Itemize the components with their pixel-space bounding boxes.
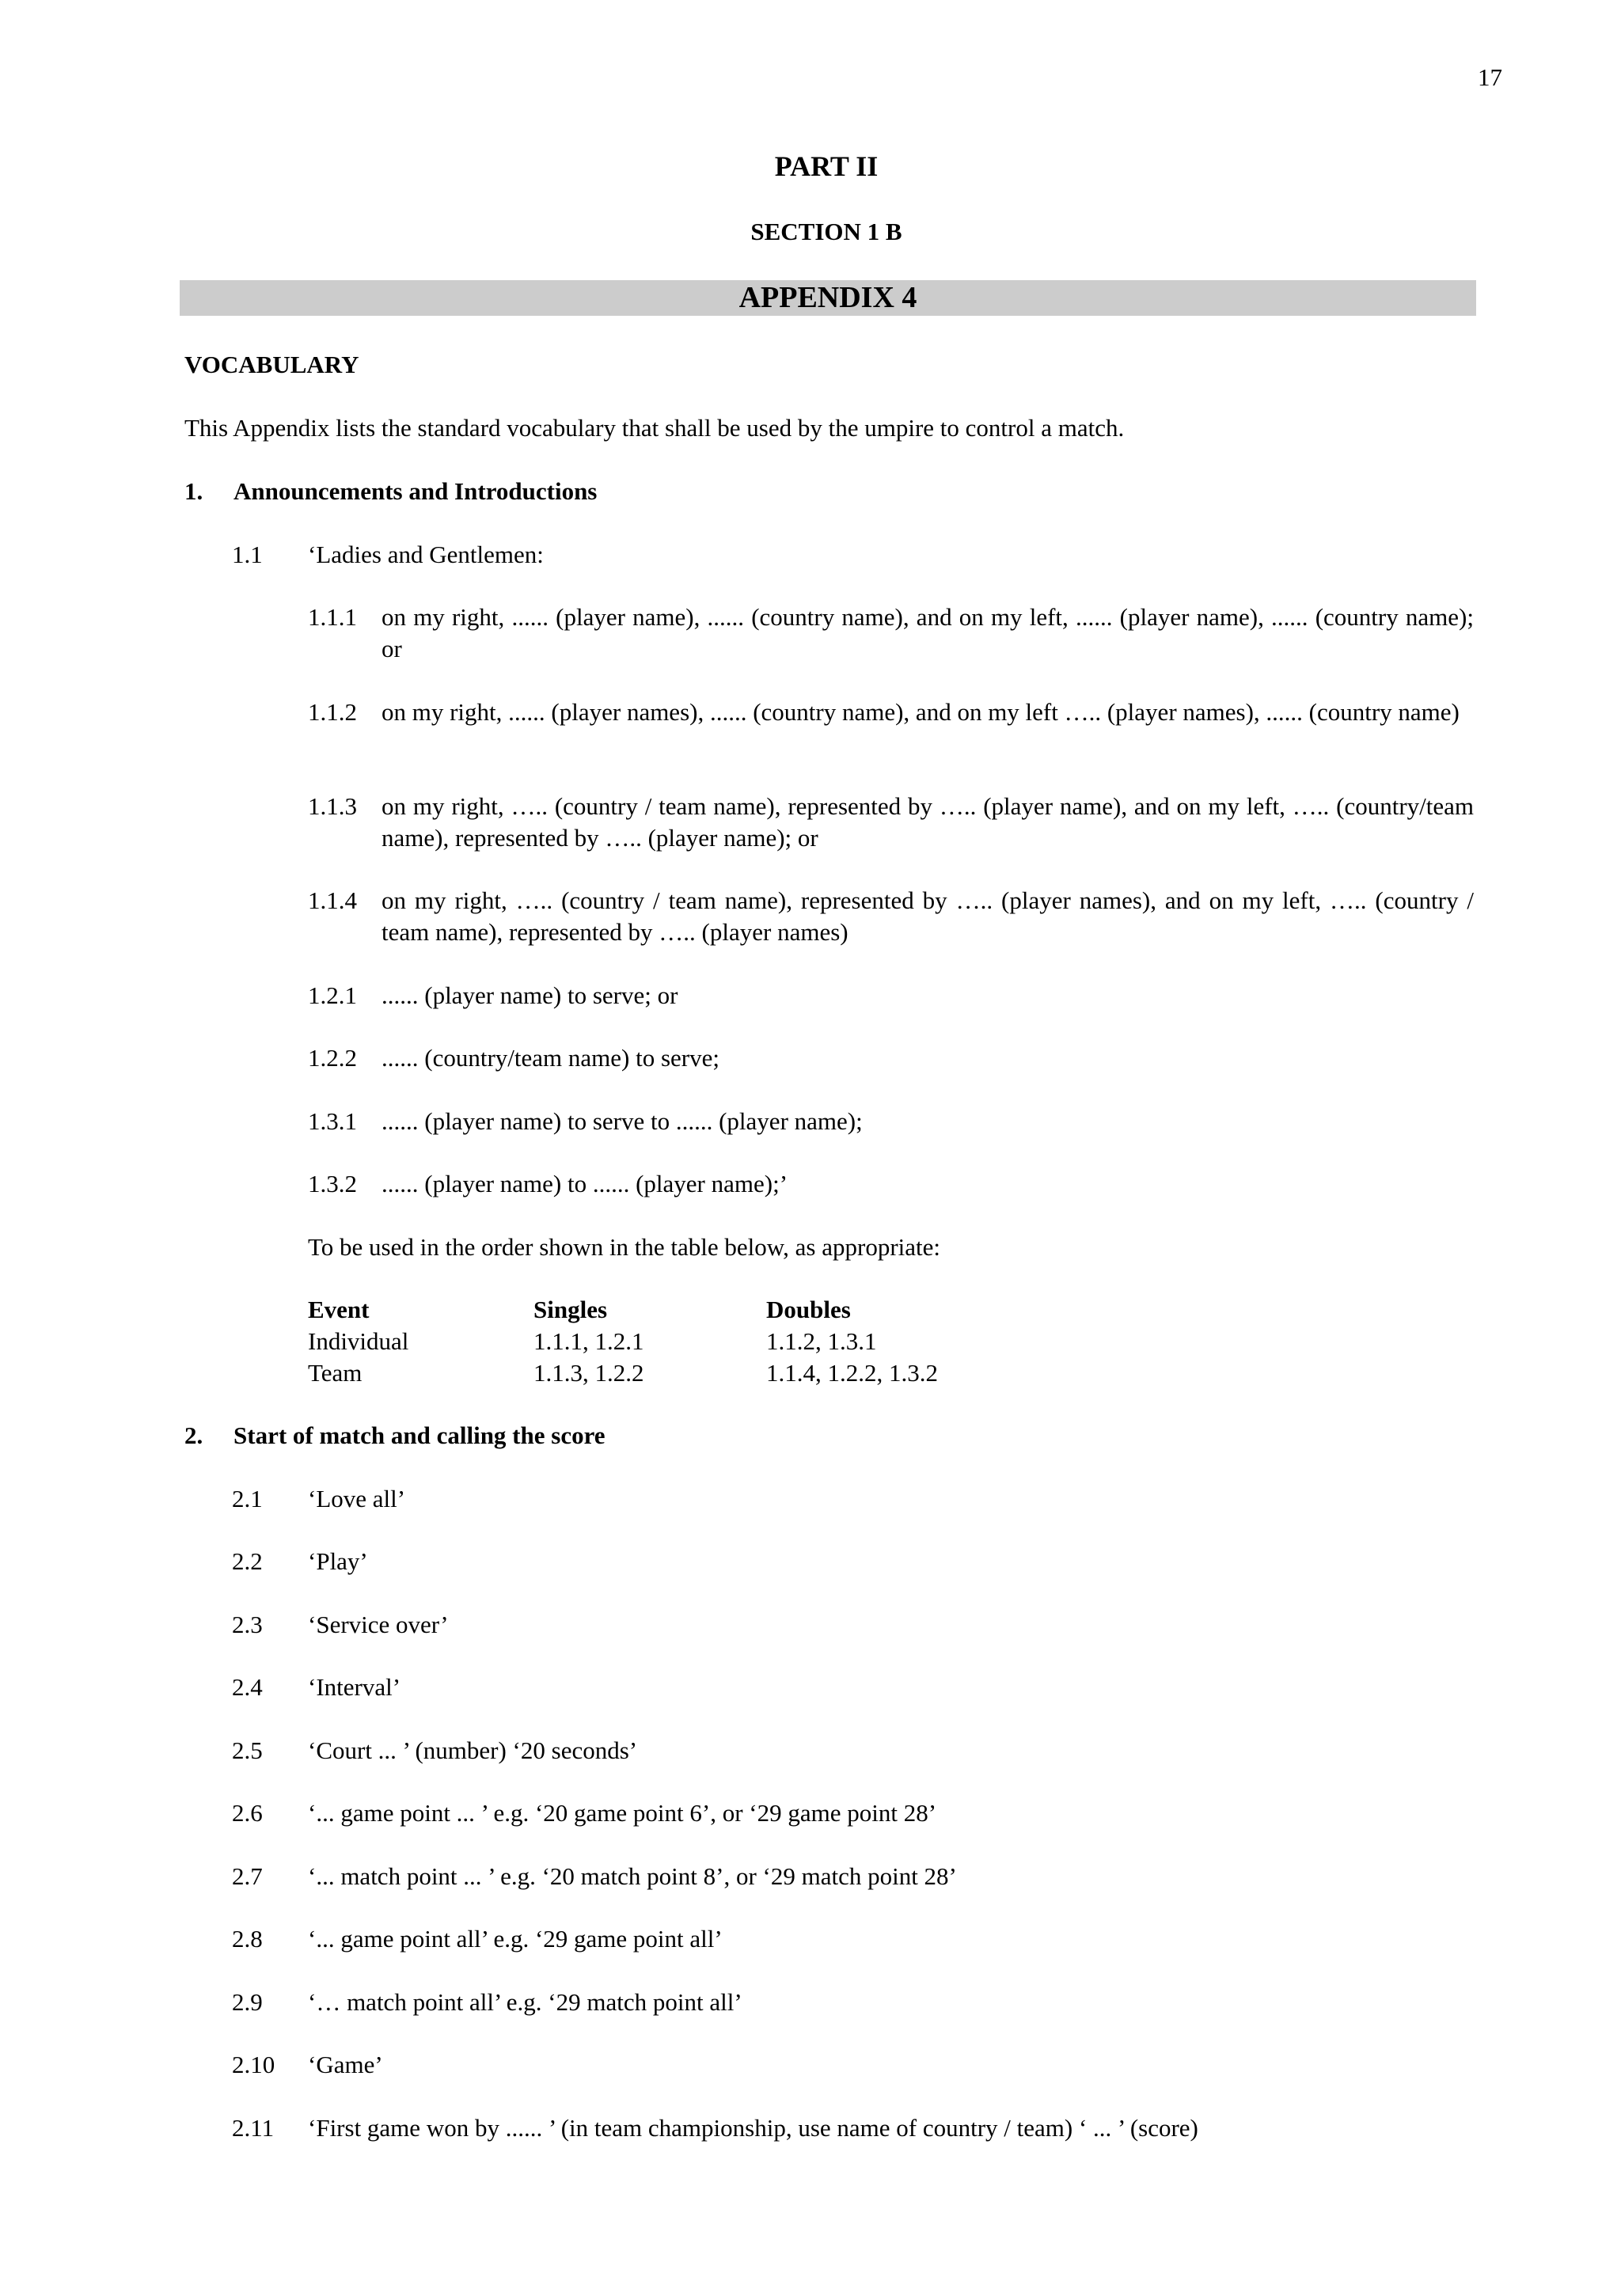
item-number: 2.7 (232, 1862, 263, 1890)
subitem-number: 1.1.2 (308, 698, 357, 726)
table-cell: 1.1.1, 1.2.1 (533, 1327, 644, 1355)
item-text: ‘Court ... ’ (number) ‘20 seconds’ (308, 1736, 638, 1764)
section-2-number: 2. (184, 1421, 203, 1449)
appendix-title: APPENDIX 4 (738, 281, 917, 314)
table-cell: Individual (308, 1327, 409, 1355)
item-number: 2.6 (232, 1799, 263, 1827)
item-number: 2.4 (232, 1673, 263, 1701)
item-text: ‘Love all’ (308, 1485, 406, 1512)
section-1-number: 1. (184, 477, 203, 505)
table-cell: 1.1.4, 1.2.2, 1.3.2 (766, 1359, 938, 1387)
item-text: ‘Interval’ (308, 1673, 401, 1701)
item-number: 2.2 (232, 1547, 263, 1575)
subitem-text: on my right, ...... (player names), ...... (country name), and on my left ….. (player names), ...... (country name) (382, 698, 1460, 726)
subitem-text: on my right, ...... (player name), ...... (country name), and on my left, ...... (player name), ...... (country name); or (382, 603, 1474, 662)
item-text: ‘... game point all’ e.g. ‘29 game point all’ (308, 1925, 723, 1953)
subitem-text: ...... (country/team name) to serve; (382, 1044, 719, 1072)
subitem-text: ...... (player name) to serve to ...... (player name); (382, 1107, 863, 1135)
item-number: 2.9 (232, 1988, 263, 2016)
item-text: ‘Play’ (308, 1547, 368, 1575)
item-text: ‘... game point ... ’ e.g. ‘20 game point 6’, or ‘29 game point 28’ (308, 1799, 937, 1827)
item-number: 2.11 (232, 2114, 275, 2142)
page-number: 17 (1478, 63, 1502, 91)
table-header-doubles: Doubles (766, 1296, 851, 1323)
subitem-number: 1.2.2 (308, 1044, 357, 1072)
table-cell: 1.1.2, 1.3.1 (766, 1327, 877, 1355)
part-title: PART II (774, 150, 879, 182)
subitem-text: on my right, ….. (country / team name), represented by ….. (player name), and on my left, ….. (country/team name), represented by ….. (player name); or (382, 792, 1474, 852)
subitem-text: on my right, ….. (country / team name), represented by ….. (player names), and on my left, ….. (country / team name), represented by ….. (player names) (382, 886, 1474, 946)
item-text: ‘Service over’ (308, 1611, 449, 1638)
item-text: ‘Ladies and Gentlemen: (308, 541, 544, 568)
subitem-number: 1.2.1 (308, 981, 357, 1009)
table-header-singles: Singles (533, 1296, 608, 1323)
section-1-title: Announcements and Introductions (233, 477, 598, 505)
subitem-number: 1.1.1 (308, 603, 357, 631)
table-header-event: Event (308, 1296, 370, 1323)
item-number: 2.1 (232, 1485, 263, 1512)
item-number: 2.3 (232, 1611, 263, 1638)
subitem-number: 1.3.1 (308, 1107, 357, 1135)
table-cell: 1.1.3, 1.2.2 (533, 1359, 644, 1387)
item-text: ‘First game won by ...... ’ (in team championship, use name of country / team) ‘ ... ’ (score) (308, 2114, 1198, 2142)
subitem-text: ...... (player name) to serve; or (382, 981, 678, 1009)
section-title: SECTION 1 B (750, 218, 902, 245)
section-2-title: Start of match and calling the score (233, 1421, 606, 1449)
appendix-title-bar (180, 280, 1476, 316)
item-text: ‘... match point ... ’ e.g. ‘20 match point 8’, or ‘29 match point 28’ (308, 1862, 957, 1890)
item-number: 1.1 (232, 541, 263, 568)
vocabulary-heading: VOCABULARY (184, 351, 359, 378)
table-intro: To be used in the order shown in the table below, as appropriate: (308, 1233, 941, 1261)
table-cell: Team (308, 1359, 363, 1387)
item-number: 2.10 (232, 2051, 275, 2078)
subitem-number: 1.3.2 (308, 1170, 357, 1197)
intro-paragraph: This Appendix lists the standard vocabulary that shall be used by the umpire to control a match. (184, 414, 1125, 442)
subitem-number: 1.1.3 (308, 792, 357, 820)
item-text: ‘Game’ (308, 2051, 383, 2078)
subitem-number: 1.1.4 (308, 886, 357, 914)
item-number: 2.5 (232, 1736, 263, 1764)
item-text: ‘… match point all’ e.g. ‘29 match point all’ (308, 1988, 742, 2016)
subitem-text: ...... (player name) to ...... (player name);’ (382, 1170, 788, 1197)
item-number: 2.8 (232, 1925, 263, 1953)
